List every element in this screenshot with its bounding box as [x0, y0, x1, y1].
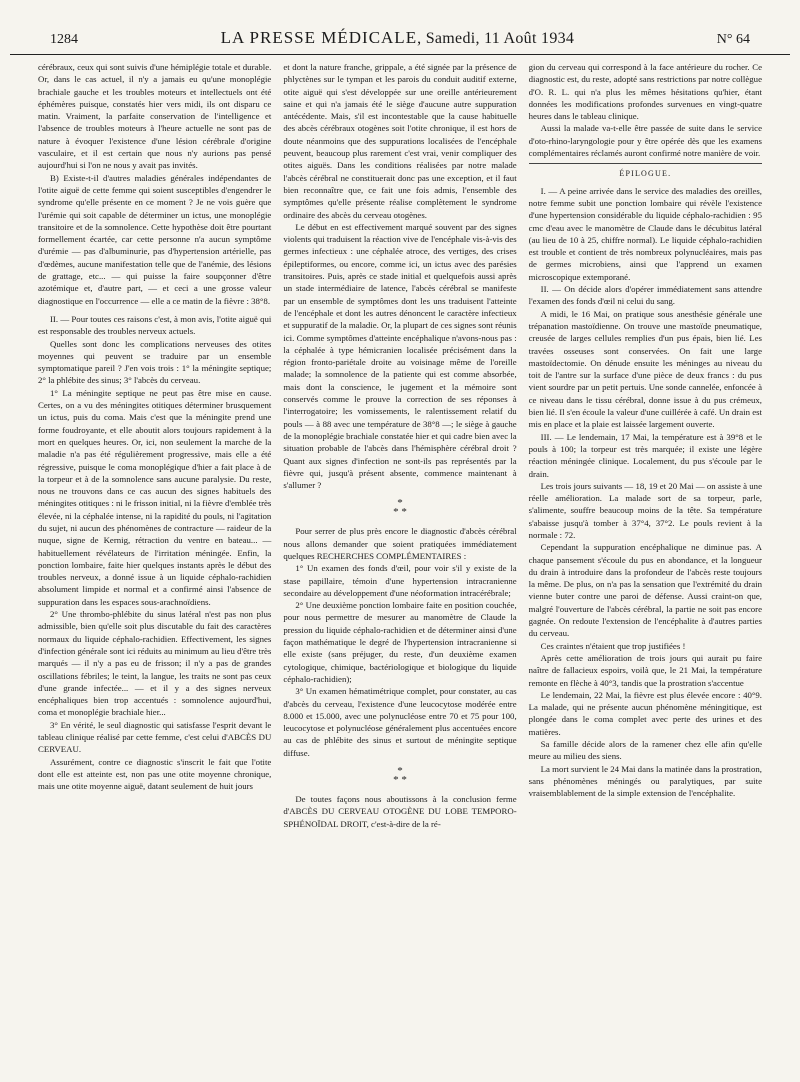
paragraph: B) Existe-t-il d'autres maladies générales indépendantes de l'otite aiguë de cette femme qui soient susceptibles d'engendrer le syndrome qu'elle présente en ce moment ? Je ne vois guère que l'urémie qui soit capable de déterminer un ictus, une monoplégie transitoire et de la somnolence. Cette hypothèse doit être pourtant formellement écartée, car cette personne n'a aucun symptôme d'urémie — pas d'albuminurie, pas d'hypertension artérielle, pas d'œdèmes, aucune manifestation telle que de l'anémie, des lésions de grattage, etc... — qui puisse la faire soupçonner d'être azotémique et, d'autre part, — et ceci a une grosse valeur diagnostique en l'occurrence — elle a ce matin de la fièvre : 38°8.: [38, 172, 272, 306]
paragraph: Cependant la suppuration encéphalique ne diminue pas. A chaque pansement s'écoule du pus en abondance, et la longueur du drain à introduire dans la profondeur de l'abcès reste toujours la même. De plus, on n'a pas la sensation que l'extrémité du drain vienne buter contre une paroi de défense. Aussi craint-on que, malgré l'ouverture de l'abcès cérébral, la partie ne soit pas encore gagnée. On redoute l'extension de l'encéphalite à d'autres parties du cerveau.: [528, 542, 762, 639]
paragraph: Aussi la malade va-t-elle être passée de suite dans le service d'oto-rhino-laryngologie pour y être opérée dès que les examens complémentaires réclamés auront confirmé notre manière de voir.: [528, 123, 762, 159]
paragraph: gion du cerveau qui correspond à la face antérieure du rocher. Ce diagnostic est, du reste, adopté sans restrictions par notre collègue d'O. R. L. qui n'a plus les mêmes hésitations qu'hier, étant données les modifications profondes survenues en vingt-quatre heures dans le tableau clinique.: [528, 62, 762, 122]
section-separator: * * *: [393, 497, 407, 519]
paragraph: Quelles sont donc les complications nerveuses des otites moyennes qui peuvent se traduire par un ensemble symptomatique pareil ? J'en vois trois : 1° la méningite septique; 2° la phlébite des sinus; 3° l'abcès du cerveau.: [38, 338, 272, 386]
paragraph: Les trois jours suivants — 18, 19 et 20 Mai — on assiste à une réelle amélioration. La malade sort de sa torpeur, parle, s'alimente, souffre beaucoup moins de la tête. Sa température s'abaisse jusqu'à tomber à 37°4, 37°2. Le pouls revient à la normale : 72.: [528, 480, 762, 540]
paragraph: et dont la nature franche, grippale, a été signée par la présence de phlyctènes sur le tympan et les parois du conduit auditif externe, otite aiguë qui s'est développée sur une oreille antérieurement saine et qui n'a jamais été le siège d'aucune autre suppuration antécédente. Mais, s'il est incontestable que la cause habituelle des abcès cérébraux otogènes soit l'otite chronique, il est hors de doute néanmoins que des suppurations localisées de l'encéphale peuvent, beaucoup plus rarement c'est vrai, venir compliquer des otites aiguës. Dans les conditions réalisées par notre malade l'abcès cérébral ne constituerait donc pas une exception, et il faut bien reconnaître que, ce fait une fois admis, l'ensemble des symptômes qu'elle présente réalise complètement le syndrome ordinaire des abcès du cerveau otogènes.: [283, 62, 517, 220]
divider: [529, 163, 762, 164]
paragraph: De toutes façons nous aboutissons à la conclusion ferme d'ABCÈS DU CERVEAU OTOGÈNE DU LOBE TEMPORO-SPHÉNOÏDAL DROIT, c'est-à-dire de la ré-: [283, 794, 517, 829]
paragraph: 2° Une deuxième ponction lombaire faite en position couchée, pour nous permettre de mesurer au manomètre de Claude la pression du liquide céphalo-rachidien et de déterminer ainsi d'une façon mathématique le degré de l'hypertension intracranienne si elle existe (sans préjuger, du reste, d'un deuxième examen cytologique, chimique, bactériologique et biologique du liquide céphalo-rachidien);: [283, 600, 517, 684]
paragraph: 3° En vérité, le seul diagnostic qui satisfasse l'esprit devant le tableau clinique réalisé par cette femme, c'est celui d'ABCÈS DU CERVEAU.: [38, 719, 272, 755]
running-title: LA PRESSE MÉDICALE, Samedi, 11 Août 1934: [220, 28, 575, 47]
paragraph: cérébraux, ceux qui sont suivis d'une hémiplégie totale et durable. Or, dans le cas actuel, il n'y a jamais eu qu'une monoplégie brachiale gauche et les troubles moteurs et intellectuels ont été éphémères puisque, constatés hier vers midi, ils ont disparu ce matin. Vraiment, la parfaite conservation de l'intelligence et l'absence de troubles moteurs à l'heure actuelle ne sont pas de nature à évoquer l'existence d'une lésion cérébrale d'origine vasculaire, et il est certain que nous n'y aurions pas pensé aujourd'hui si l'on ne nous y avait pas invités.: [38, 62, 272, 171]
paragraph: La mort survient le 24 Mai dans la matinée dans la prostration, sans phénomènes méningés ou paralytiques, par suite vraisemblablement de la simple extension de l'encéphalite.: [528, 763, 762, 799]
paragraph: Ces craintes n'étaient que trop justifiées !: [540, 640, 686, 651]
paragraph: A midi, le 16 Mai, on pratique sous anesthésie générale une trépanation mastoïdienne. On trouve une mastoïde pneumatique, creusée de larges cellules remplies d'un pus épais, bien lié. Les travées osseuses sont conservées. On fait une large mastoïdectomie. On dénude ensuite les méninges au niveau du toit de l'antre sur la surface d'une pièce de deux francs : du pus vient sourdre par un petit pertuis. Une sonde cannelée, enfoncée à ce niveau dans le tissu cérébral, donne issue à du pus crémeux, bien lié. Il s'en écoule la valeur d'une cuillérée à café. Un drain est mis en place et la plaie est laissée largement ouverte.: [528, 308, 762, 430]
section-heading: ÉPILOGUE.: [619, 169, 672, 179]
paragraph: 1° La méningite septique ne peut pas être mise en cause. Certes, on a vu des méningites otitiques déterminer brusquement un ictus, puis du coma. Mais c'est que la méningite prend une forme foudroyante, et elle aboutit alors toujours rapidement à la mort en quelques heures. Or, ici, non seulement la marche de la maladie n'a pas été régulièrement progressive, mais elle a été régressive, puisque le coma monoplégique d'hier a fait place à de la torpeur et à de la somnolence sans aucune paralysie. Du reste, nous ne trouvons dans ce cas aucun des signes habituels des méningites otitiques : ni le frisson initial, ni la fièvre d'emblée très élevée, ni la céphalée intense, ni la rapidité du pouls, ni l'agitation du sujet, ni aucun des phénomènes de contracture — raideur de la nuque, signe de Kernig, rétraction du ventre en bateau... — habituellement révélateurs de l'irritation méningée. Enfin, la ponction lombaire, faite hier quelques instants après le début des troubles nerveux, a donné issue à un liquide céphalo-rachidien absolument limpide et normal et a confirmé ainsi l'absence de suppuration dans les espaces sous-arachnoïdiens.: [38, 387, 272, 607]
journal-name: LA PRESSE MÉDICALE: [220, 28, 418, 47]
paragraph: 2° Une thrombo-phlébite du sinus latéral n'est pas non plus admissible, bien qu'elle soit plus discutable du fait des caractères normaux du liquide céphalo-rachidien. Effectivement, les signes d'infection générale sont ici réduits au minimum au lieu d'être très marqués — il n'y a pas eu de frisson; il n'y a pas de grandes oscillations fébriles; le teint, la langue, les traits ne sont pas ceux d'une grande infectée... — et il y a des signes nerveux encéphaliques bien trop accentués : somnolence aujourd'hui, coma et monoplégie brachiale hier...: [38, 609, 272, 718]
paragraph: Sa famille décide alors de la ramener chez elle afin qu'elle meure au milieu des siens.: [528, 739, 762, 762]
page-header: [10, 8, 790, 55]
column-right: [529, 61, 762, 830]
column-middle: [283, 61, 516, 830]
paragraph: Pour serrer de plus près encore le diagnostic d'abcès cérébral nous allons demander que soient pratiquées immédiatement quelques RECHERCHES COMPLÉMENTAIRES :: [283, 526, 517, 561]
paragraph: Après cette amélioration de trois jours qui aurait pu faire naître de fallacieux espoirs, voilà que, le 21 Mai, la température remonte en flèche à 40°3, tandis que la prostration s'accentue: [528, 652, 762, 688]
section-separator: * * *: [393, 765, 407, 787]
paragraph: 1° Un examen des fonds d'œil, pour voir s'il y existe de la stase papillaire, témoin d'une hypertension intracranienne secondaire au développement d'une néoformation intracérébrale;: [283, 563, 517, 598]
paragraph: I. — A peine arrivée dans le service des maladies des oreilles, notre femme subit une ponction lombaire qui révèle l'existence d'une hypertension considérable du liquide céphalo-rachidien : 95 cmc d'eau avec le manomètre de Claude dans le décubitus latéral (au lieu de 10 à 25, chiffre normal). Le liquide céphalo-rachidien est trouble et contient de très nombreux polynucléaires, mais pas de germes microbiens, ainsi que l'apprend un examen microscopique extemporané.: [528, 185, 762, 282]
paragraph: Le lendemain, 22 Mai, la fièvre est plus élevée encore : 40°9. La malade, qui ne présente aucun phénomène méningitique, est plongée dans le coma complet avec perte des urines et des matières.: [528, 689, 762, 737]
paragraph: II. — Pour toutes ces raisons c'est, à mon avis, l'otite aiguë qui est responsable des troubles nerveux actuels.: [38, 313, 272, 337]
column-left: [38, 61, 271, 830]
paragraph: Le début en est effectivement marqué souvent par des signes violents qui traduisent la réaction vive de l'encéphale vis-à-vis des germes infectieux : une céphalée atroce, des vertiges, des crises épileptiformes, ou encore, comme ici, un ictus avec des parésies transitoires. Puis, après ce stade initial et quelquefois aussi après un stade intermédiaire de latence, l'abcès cérébral se manifeste par un ensemble de symptômes dont les uns traduisent l'atteinte de l'encéphale et dont les autres dénoncent le caractère infectieux et suppuratif de la maladie. Or, la plupart de ces signes sont réunis ici. Comme symptômes d'atteinte encéphalique n'avons-nous pas : la céphalée à type hémicranien localisée précisément dans la région fronto-pariétale droite au voisinage même de l'oreille malade; la somnolence de la patiente qui est comme absorbée, mais dont la conscience, le jugement et la mémoire sont conservés comme le prouve la correction de ses réponses à l'interrogatoire; les vomissements, le ralentissement relatif du pouls — à 88 avec une température de 38°8 —; le siège à gauche de la monoplégie brachiale constatée hier et qui cadre bien avec la situation probable de l'abcès dans l'hémisphère cérébral droit ? Quant aux signes d'infection ne sont-ils pas représentés par la fièvre qui, jusqu'à présent absente, commence maintenant à s'allumer ?: [283, 221, 517, 491]
paragraph: 3° Un examen hématimétrique complet, pour constater, au cas d'abcès du cerveau, l'existence d'une leucocytose modérée entre 8.000 et 15.000, avec une polynucléose entre 70 et 75 pour 100, leucocytose et polynucléose généralement plus accentuées encore au cas de phlébite des sinus et surtout de méningite septique diffuse.: [283, 686, 517, 758]
paragraph: III. — Le lendemain, 17 Mai, la température est à 39°8 et le pouls à 100; la torpeur est très marquée; il existe une légère réaction méningée clinique. Localement, du pus s'écoule par le drain.: [528, 431, 762, 479]
issue-date: Samedi, 11 Août 1934: [425, 30, 575, 47]
paragraph: Assurément, contre ce diagnostic s'inscrit le fait que l'otite dont elle est atteinte est, non pas une otite moyenne chronique, mais une otite moyenne aiguë, datant seulement de huit jours: [38, 756, 272, 792]
paragraph: II. — On décide alors d'opérer immédiatement sans attendre l'examen des fonds d'œil ni celui du sang.: [528, 284, 762, 307]
page-number: 1284: [50, 32, 78, 47]
text-columns: [10, 55, 790, 830]
issue-number: N° 64: [716, 32, 750, 47]
